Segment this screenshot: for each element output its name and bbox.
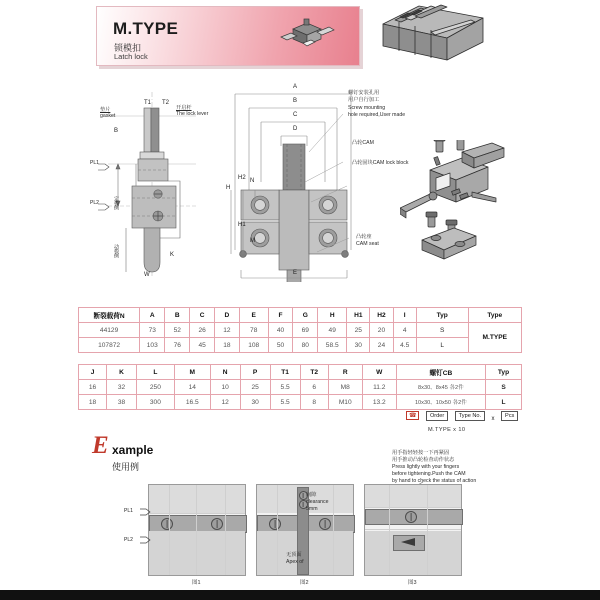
example-note-cn1: 用手指轻轻按一下再紧固 (392, 450, 450, 456)
phone-icon: ☎ (406, 411, 419, 420)
fig3-caption: 图3 (408, 580, 417, 586)
cell-e-s: 78 (239, 323, 268, 338)
page-title: M.TYPE (113, 19, 179, 38)
order-example-line: M.TYPE x 10 (428, 427, 466, 433)
th2-l: L (137, 365, 175, 380)
fig3-bolt-center (405, 511, 417, 523)
cell2-k-s: 32 (107, 380, 137, 395)
cell-h2-l: 24 (370, 338, 393, 353)
th2-p: P (240, 365, 270, 380)
cell2-t1-l: 5.5 (270, 395, 300, 410)
fig1-guide-left (169, 485, 170, 575)
fig1-pl-arrows (140, 505, 152, 545)
note-screw-hole-cn2: 用户自行加工 (348, 97, 380, 103)
cell-type-value: M.TYPE (468, 323, 521, 353)
cell2-l-s: 250 (137, 380, 175, 395)
dim-h: H (226, 185, 231, 191)
secondary-spec-table (78, 364, 522, 410)
cell-h2-s: 20 (370, 323, 393, 338)
cell-d-s: 12 (215, 323, 240, 338)
cell2-typ-s: S (486, 380, 522, 395)
cell2-t2-s: 6 (300, 380, 328, 395)
fig2-bolt-right (319, 518, 331, 530)
order-label: Order (426, 411, 448, 421)
cell2-l-l: 300 (137, 395, 175, 410)
cell2-screw-l: 10x30、10x50 各2件 (396, 395, 485, 410)
cell-e-l: 108 (239, 338, 268, 353)
cell-c-l: 45 (190, 338, 215, 353)
cell2-m-s: 14 (174, 380, 210, 395)
cell2-p-l: 30 (240, 395, 270, 410)
cell-b-l: 76 (165, 338, 190, 353)
cell2-t2-l: 8 (300, 395, 328, 410)
cell-i-s: 4 (393, 323, 416, 338)
th-load: 断裂载荷N (79, 308, 140, 323)
order-multiply-sign: x (491, 416, 495, 422)
th-f: F (268, 308, 293, 323)
th2-r: R (328, 365, 362, 380)
cell-h1-l: 30 (347, 338, 370, 353)
fig1-bolt-right (211, 518, 223, 530)
note-screw-hole-cn1: 螺钉安装孔用 (348, 90, 380, 96)
cell-b-s: 52 (165, 323, 190, 338)
fig2-apex-cn: 无顶面 (286, 552, 302, 558)
fig2-guide-left (277, 485, 278, 575)
note-screw-hole-en2: hole required,User made (348, 112, 406, 118)
th-h2: H2 (370, 308, 393, 323)
label-pl1-left: PL1 (90, 160, 99, 166)
cell-h-l: 58.5 (318, 338, 347, 353)
label-pl2-left: PL2 (90, 200, 99, 206)
note-cam-seat-en: CAM seat (356, 241, 379, 247)
exploded-assembly-illustration (400, 140, 585, 275)
label-lock-lever-en: The lock lever (176, 111, 209, 117)
th2-screw: 螺钉CB (396, 365, 485, 380)
note-cam-lock-block: 凸轮固块CAM lock block (352, 160, 409, 166)
footer-bar (0, 590, 600, 600)
th2-k: K (107, 365, 137, 380)
cell2-w-s: 11.2 (362, 380, 396, 395)
note-screw-hole-en1: Screw mounting (348, 105, 386, 111)
dim-b: B (293, 98, 298, 104)
cell2-r-s: M8 (328, 380, 362, 395)
th-b: B (165, 308, 190, 323)
example-note-en1: Press lightly with your fingers (392, 464, 460, 470)
label-t2: T2 (162, 100, 170, 106)
dim-n: N (250, 178, 255, 184)
fig1-pl1-label: PL1 (124, 508, 133, 514)
th-d: D (215, 308, 240, 323)
fig1-bolt-left (161, 518, 173, 530)
cell-load-s: 44129 (79, 323, 140, 338)
th2-m: M (174, 365, 210, 380)
fig1-upper-plate (149, 485, 245, 513)
cell2-m-l: 16.5 (174, 395, 210, 410)
dim-a: A (293, 84, 298, 90)
fig1-centerline (196, 485, 197, 575)
cell-h-s: 49 (318, 323, 347, 338)
cell2-t1-s: 5.5 (270, 380, 300, 395)
table-row (79, 338, 522, 353)
mold-block-3d-illustration (375, 2, 495, 74)
header-banner (96, 6, 360, 66)
th2-n: N (210, 365, 240, 380)
example-note-en2: before tightening.Push the CAM (392, 471, 466, 477)
dim-c: C (293, 112, 298, 118)
fig1-parting-line-1 (149, 513, 245, 514)
example-note-en3: by hand to check the status of action (392, 478, 477, 484)
cell-a-s: 73 (140, 323, 165, 338)
cell-f-s: 40 (268, 323, 293, 338)
fig3-line-1 (365, 507, 461, 508)
order-panel (406, 407, 520, 433)
cell-typ-l: L (416, 338, 468, 353)
cell-c-s: 26 (190, 323, 215, 338)
label-b-left: B (114, 128, 119, 134)
pcs-field[interactable]: Pcs (501, 411, 518, 421)
cell-typ-s: S (416, 323, 468, 338)
th-a: A (140, 308, 165, 323)
fig1-guide-right (225, 485, 226, 575)
fig2-clearance-cn: 间隙 (306, 492, 317, 498)
th-type: Type (468, 308, 521, 323)
note-cam: 凸轮CAM (352, 140, 374, 146)
cell-i-l: 4.5 (393, 338, 416, 353)
type-no-field[interactable]: Type No. (455, 411, 485, 421)
th-e: E (239, 308, 268, 323)
example-figure-1 (148, 484, 246, 576)
cell2-p-s: 25 (240, 380, 270, 395)
table-header-row (79, 365, 522, 380)
dim-m: M (250, 238, 255, 244)
fig2-clearance-en: clearance (306, 499, 329, 505)
th2-j: J (79, 365, 107, 380)
note-cam-seat-cn: 凸轮座 (356, 234, 372, 240)
cell2-screw-s: 8x30、8x45 各2件 (396, 380, 485, 395)
fig3-cam-arrow-icon (393, 535, 423, 549)
cell-h1-s: 25 (347, 323, 370, 338)
example-word: xample (112, 443, 154, 457)
table-row (79, 380, 522, 395)
product-thumbnail-icon (277, 15, 337, 59)
label-gasket-cn: 垫片 (100, 107, 111, 113)
cell-g-l: 80 (293, 338, 318, 353)
fig3-upper-plate (365, 485, 461, 507)
label-k-left: K (170, 252, 175, 258)
banner-subtitle-cn: 锁模扣 (114, 43, 142, 53)
cell2-n-l: 12 (210, 395, 240, 410)
th-g: G (293, 308, 318, 323)
cell2-r-l: M10 (328, 395, 362, 410)
cell2-n-s: 10 (210, 380, 240, 395)
label-moving-side-cn: 动模侧 (113, 244, 119, 258)
fig1-caption: 图1 (192, 580, 201, 586)
fig2-guide-right (333, 485, 334, 575)
th-h: H (318, 308, 347, 323)
th2-t1: T1 (270, 365, 300, 380)
label-w-left: W (144, 272, 150, 278)
cell2-w-l: 13.2 (362, 395, 396, 410)
dim-h1: H1 (238, 222, 246, 228)
example-figure-3 (364, 484, 462, 576)
dim-e: E (293, 270, 298, 276)
cell2-j-l: 18 (79, 395, 107, 410)
fig2-clearance-value: 5mm (306, 506, 318, 512)
th-typ: Typ (416, 308, 468, 323)
th-i: I (393, 308, 416, 323)
fig3-line-2 (365, 529, 461, 530)
banner-subtitle-en: Latch lock (114, 52, 148, 61)
th2-t2: T2 (300, 365, 328, 380)
table-row (79, 323, 522, 338)
th-h1: H1 (347, 308, 370, 323)
fig2-apex-en: Apex of (286, 559, 304, 565)
dim-d: D (293, 126, 298, 132)
cell2-typ-l: L (486, 395, 522, 410)
example-note-cn2: 用手推动凸轮检查动作状态 (392, 457, 455, 463)
example-figure-2 (256, 484, 354, 576)
cell-g-s: 69 (293, 323, 318, 338)
label-gasket-en: gasket (100, 113, 116, 119)
label-lock-lever-cn: 开启杆 (176, 105, 192, 111)
fig2-caption: 图2 (300, 580, 309, 586)
label-fixed-side-cn: 定模侧 (113, 196, 119, 210)
table-header-row (79, 308, 522, 323)
cell-f-l: 50 (268, 338, 293, 353)
cell-d-l: 18 (215, 338, 240, 353)
cell-load-l: 107872 (79, 338, 140, 353)
main-spec-table (78, 307, 522, 353)
example-letter: E (92, 432, 109, 459)
cell2-k-l: 38 (107, 395, 137, 410)
fig1-pl2-label: PL2 (124, 537, 133, 543)
cell2-j-s: 16 (79, 380, 107, 395)
fig1-lower-plate (149, 531, 245, 575)
label-t1: T1 (144, 100, 152, 106)
cell-a-l: 103 (140, 338, 165, 353)
th2-w: W (362, 365, 396, 380)
fig3-centerline (427, 485, 428, 575)
fig3-guide-left (389, 485, 390, 575)
th-c: C (190, 308, 215, 323)
dim-h2: H2 (238, 175, 246, 181)
th2-typ: Typ (486, 365, 522, 380)
fig2-bolt-left (269, 518, 281, 530)
example-cn: 使用例 (112, 462, 140, 472)
